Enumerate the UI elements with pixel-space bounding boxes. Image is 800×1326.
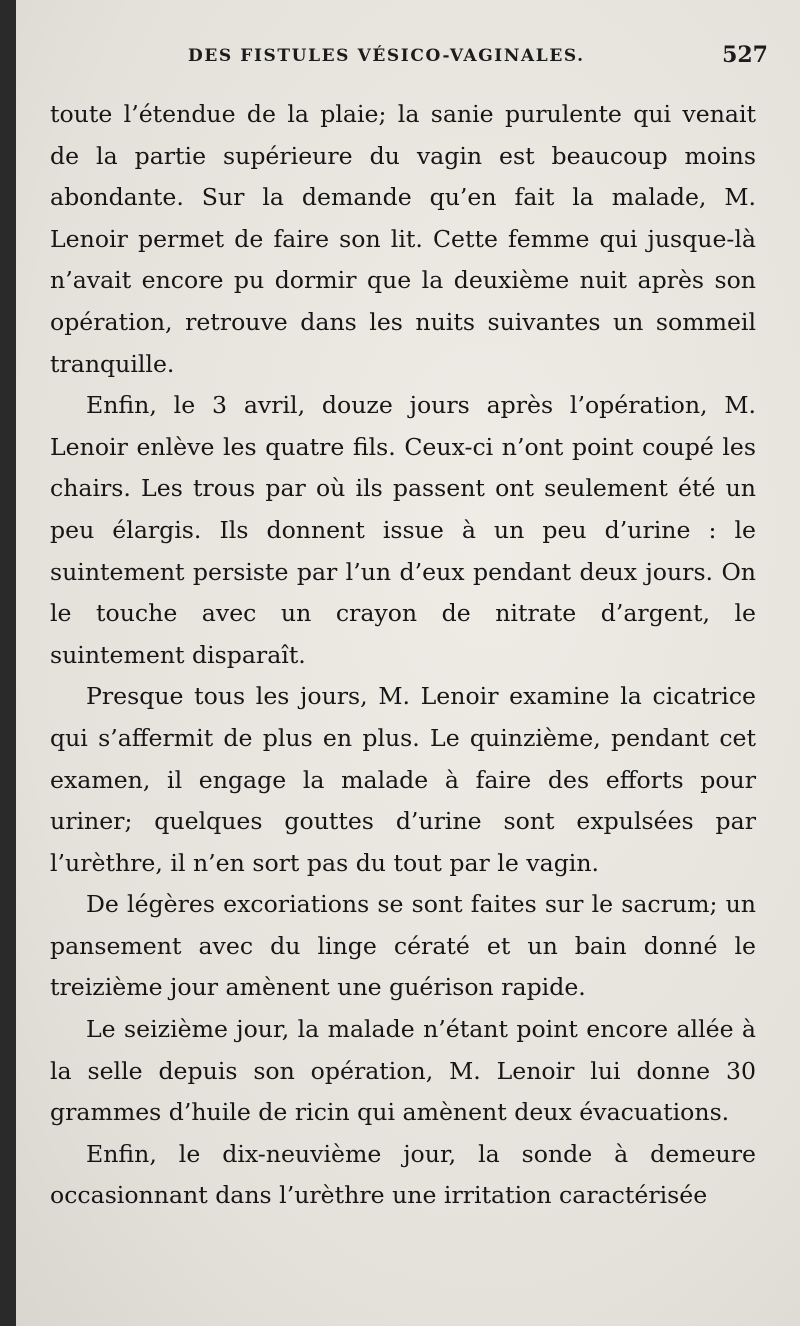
body-text [50,94,756,1217]
page-header [16,44,800,74]
paragraph-6: Enfin, le dix-neuvième jour, la sonde à demeure occasionnant dans l’urèthre une irritation caractérisée [50,1139,756,1210]
paragraph-2: Enfin, le 3 avril, douze jours après l’opération, M. Lenoir enlève les quatre fils. Ceux-ci n’ont point coupé les chairs. Les trous par où ils passent ont seulement été un peu élargis. Ils donnent issue à un peu d’urine : le suintement persiste par l’un d’eux pendant deux jours. On le touche avec un crayon de nitrate d’argent, le suintement disparaît. [50,391,756,669]
paragraph-1: toute l’étendue de la plaie; la sanie purulente qui venait de la partie supérieure du vagin est beaucoup moins abondante. Sur la demande qu’en fait la malade, M. Lenoir permet de faire son lit. Cette femme qui jusque-là n’avait encore pu dormir que la deuxième nuit après son opération, retrouve dans les nuits suivantes un sommeil tranquille. [50,100,756,378]
paragraph-5: Le seizième jour, la malade n’étant point encore allée à la selle depuis son opération, M. Lenoir lui donne 30 grammes d’huile de ricin qui amènent deux évacuations. [50,1015,756,1127]
page-number: 527 [722,42,768,68]
running-head: DES FISTULES VÉSICO-VAGINALES. [188,46,585,66]
book-page [16,0,800,1326]
paragraph-3: Presque tous les jours, M. Lenoir examine la cicatrice qui s’affermit de plus en plus. Le quinzième, pendant cet examen, il engage la malade à faire des efforts pour uriner; quelques gouttes d’urine sont expulsées par l’urèthre, il n’en sort pas du tout par le vagin. [50,682,756,877]
paragraph-4: De légères excoriations se sont faites sur le sacrum; un pansement avec du linge cératé et un bain donné le treizième jour amènent une guérison rapide. [50,890,756,1002]
